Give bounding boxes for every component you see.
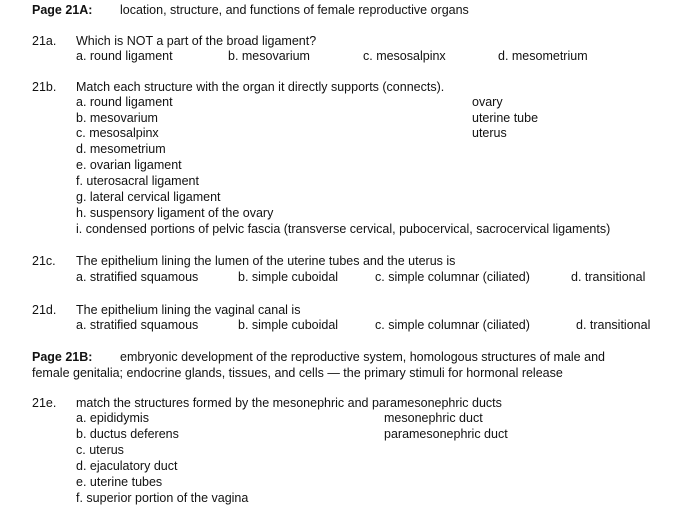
q21e-duct: mesonephric duct bbox=[384, 411, 483, 425]
q21b-organ: uterus bbox=[472, 126, 507, 140]
q21e-number: 21e. bbox=[32, 396, 57, 410]
q21b-item: i. condensed portions of pelvic fascia (transverse cervical, pubocervical, sacrocervical ligaments) bbox=[76, 222, 611, 236]
q21b-organ: ovary bbox=[472, 95, 503, 109]
q21c-option-b: b. simple cuboidal bbox=[238, 270, 339, 284]
q21b-item: g. lateral cervical ligament bbox=[76, 190, 221, 204]
q21e-item: e. uterine tubes bbox=[76, 475, 163, 489]
q21a-number: 21a. bbox=[32, 34, 57, 48]
q21e-item: c. uterus bbox=[76, 443, 124, 457]
q21b-item: b. mesovarium bbox=[76, 111, 158, 125]
q21b-item: f. uterosacral ligament bbox=[76, 174, 199, 188]
q21a-option-a: a. round ligament bbox=[76, 49, 173, 63]
q21a-option-c: c. mesosalpinx bbox=[363, 49, 446, 63]
q21e-item: a. epididymis bbox=[76, 411, 149, 425]
q21b-item: c. mesosalpinx bbox=[76, 126, 159, 140]
q21b-number: 21b. bbox=[32, 80, 57, 94]
q21c-option-c: c. simple columnar (ciliated) bbox=[375, 270, 530, 284]
q21e-duct: paramesonephric duct bbox=[384, 427, 508, 441]
q21e-item: b. ductus deferens bbox=[76, 427, 179, 441]
page-21a-label: Page 21A: bbox=[32, 3, 93, 17]
q21e-item: f. superior portion of the vagina bbox=[76, 491, 249, 505]
q21e-item: d. ejaculatory duct bbox=[76, 459, 178, 473]
q21d-number: 21d. bbox=[32, 303, 57, 317]
page-21b-title-line1: embryonic development of the reproductive system, homologous structures of male and bbox=[120, 350, 605, 364]
page-21b-label: Page 21B: bbox=[32, 350, 93, 364]
q21d-option-b: b. simple cuboidal bbox=[238, 318, 339, 332]
page-21b-title-line2: female genitalia; endocrine glands, tissues, and cells — the primary stimuli for hormonal release bbox=[32, 366, 563, 380]
q21b-item: h. suspensory ligament of the ovary bbox=[76, 206, 274, 220]
q21b-organ: uterine tube bbox=[472, 111, 539, 125]
q21b-item: a. round ligament bbox=[76, 95, 173, 109]
q21b-item: d. mesometrium bbox=[76, 142, 166, 156]
q21d-question: The epithelium lining the vaginal canal is bbox=[76, 303, 301, 317]
q21c-number: 21c. bbox=[32, 254, 56, 268]
q21e-question: match the structures formed by the mesonephric and paramesonephric ducts bbox=[76, 396, 502, 410]
q21c-option-a: a. stratified squamous bbox=[76, 270, 199, 284]
q21a-question: Which is NOT a part of the broad ligament? bbox=[76, 34, 317, 48]
page-21a-title: location, structure, and functions of female reproductive organs bbox=[120, 3, 469, 17]
q21c-option-d: d. transitional bbox=[571, 270, 646, 284]
q21a-option-d: d. mesometrium bbox=[498, 49, 588, 63]
q21d-option-c: c. simple columnar (ciliated) bbox=[375, 318, 530, 332]
q21c-question: The epithelium lining the lumen of the uterine tubes and the uterus is bbox=[76, 254, 456, 268]
q21d-option-d: d. transitional bbox=[576, 318, 651, 332]
q21b-item: e. ovarian ligament bbox=[76, 158, 182, 172]
q21b-question: Match each structure with the organ it directly supports (connects). bbox=[76, 80, 445, 94]
q21a-option-b: b. mesovarium bbox=[228, 49, 310, 63]
q21d-option-a: a. stratified squamous bbox=[76, 318, 199, 332]
